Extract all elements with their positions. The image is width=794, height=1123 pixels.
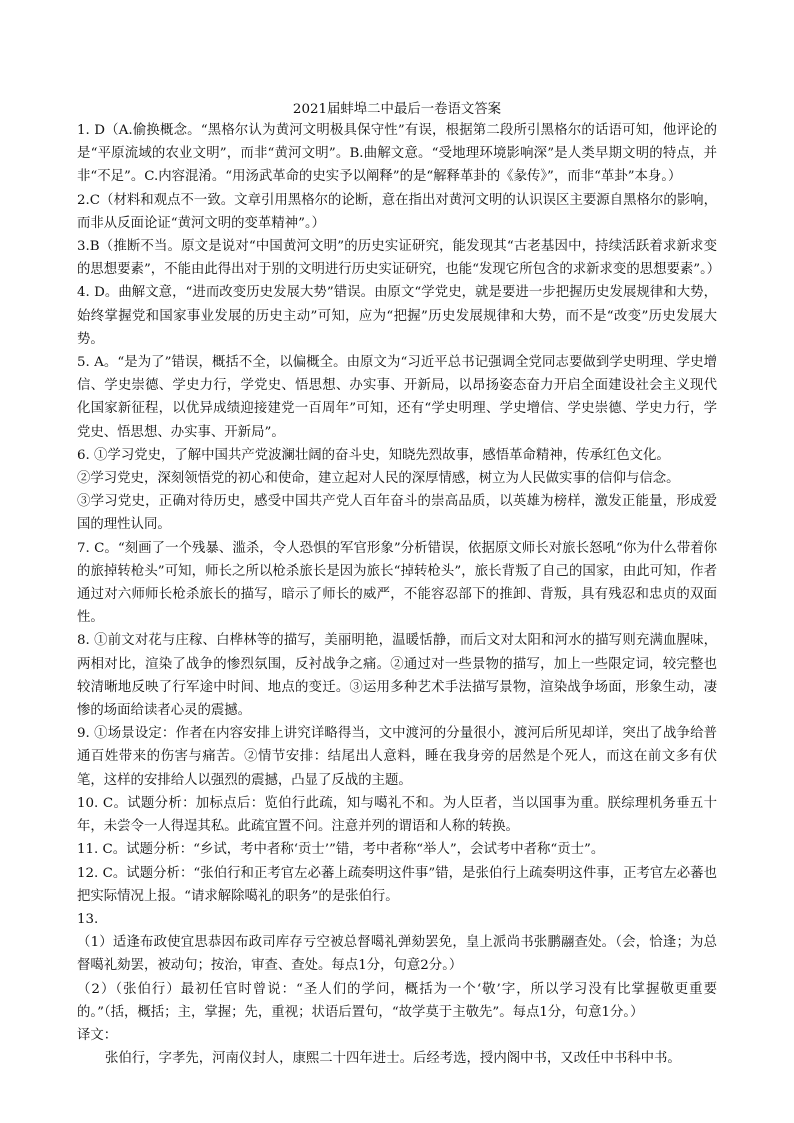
answer-8: 8. ①前文对花与庄稼、白桦林等的描写，美丽明艳，温暖恬静，而后文对太阳和河水的描写则充满血腥味，两相对比，渲染了战争的惨烈氛围，反衬战争之痛。②通过对一些景物的描写，加上一些限定词，较完整也较清晰地反映了行军途中时间、地点的变迁。③运用多种艺术手法描写景物，渲染战争场面，形象生动，凄惨的场面给读者心灵的震撼。 xyxy=(77,633,717,719)
answer-11: 11. C。试题分析：“乡试，考中者称‘贡士’”错，考中者称“举人”，会试考中者称“贡士”。 xyxy=(77,842,605,858)
answer-6-point-2: ②学习党史，深刻领悟党的初心和使命，建立起对人民的深厚情感，树立为人民做实事的信仰与信念。 xyxy=(77,471,680,487)
document-title: 2021届蚌埠二中最后一卷语文答案 xyxy=(292,102,502,117)
answer-13-heading: 13. xyxy=(77,911,99,927)
answer-1: 1. D（A.偷换概念。“黑格尔认为黄河文明极具保守性”有误，根据第二段所引黑格尔的话语可知，他评论的是“平原流域的农业文明”，而非“黄河文明”。B.曲解文意。“受地理环境影响深”是人类早期文明的特点，并非“不足”。C.内容混淆。“用汤武革命的史实予以阐释”的是“解释革卦的《彖传》”，而非“革卦”本身。） xyxy=(77,123,717,185)
translation-text: 张伯行，字孝先，河南仪封人，康熙二十四年进士。后经考选，授内阁中书，又改任中书科中书。 xyxy=(105,1051,681,1067)
answer-2: 2.C（材料和观点不一致。文章引用黑格尔的论断，意在指出对黄河文明的认识误区主要源自黑格尔的影响，而非从反面论证“黄河文明的变革精神”。） xyxy=(77,192,717,231)
answer-6-point-1: 6. ①学习党史，了解中国共产党波澜壮阔的奋斗史，知晓先烈故事，感悟革命精神，传承红色文化。 xyxy=(77,447,670,463)
translation-label: 译文： xyxy=(77,1027,118,1043)
answer-12: 12. C。试题分析：“张伯行和正考官左必蕃上疏奏明这件事”错，是张伯行上疏奏明这件事，正考官左必蕃也把实际情况上报。“请求解除噶礼的职务”的是张伯行。 xyxy=(77,865,717,904)
answer-3: 3.B（推断不当。原文是说对“中国黄河文明”的历史实证研究，能发现其“古老基因中，持续活跃着求新求变的思想要素”，不能由此得出对于别的文明进行历史实证研究，也能“发现它所包含的求新求变的思想要素”。） xyxy=(77,239,721,278)
answer-4: 4. D。曲解文意，“进而改变历史发展大势”错误。由原文“学党史，就是要进一步把握历史发展规律和大势，始终掌握党和国家事业发展的历史主动”可知，应为“把握”历史发展规律和大势，而不是“改变”历史发展大势。 xyxy=(77,285,717,347)
answer-6-point-3: ③学习党史，正确对待历史，感受中国共产党人百年奋斗的崇高品质，以英雄为榜样，激发正能量，形成爱国的理性认同。 xyxy=(77,494,717,533)
answer-9: 9. ①场景设定：作者在内容安排上讲究详略得当，文中渡河的分量很小，渡河后所见却详，突出了战争给普通百姓带来的伤害与痛苦。②情节安排：结尾出人意料，睡在我身旁的居然是个死人，而这在前文多有伏笔，这样的安排给人以强烈的震撼，凸显了反战的主题。 xyxy=(77,726,717,788)
answer-10: 10. C。试题分析：加标点后：览伯行此疏，知与噶礼不和。为人臣者，当以国事为重。朕综理机务垂五十年，未尝令一人得逞其私。此疏宜置不问。注意并列的谓语和人称的转换。 xyxy=(77,795,717,835)
answer-13-part-2: （2）（张伯行）最初任官时曾说：“圣人们的学问，概括为一个‘敬’字，所以学习没有比掌握敬更重要的。”（括，概括；主，掌握；先，重视；状语后置句，“故学莫于主敬先”。每点1分，句意1分。） xyxy=(77,981,717,1020)
answer-7: 7. C。“刻画了一个残暴、滥杀，令人恐惧的军官形象”分析错误，依据原文师长对旅长怒吼“你为什么带着你的旅掉转枪头”可知，师长之所以枪杀旅长是因为旅长“掉转枪头”，旅长背叛了自己的国家，由此可知，作者通过对六师师长枪杀旅长的描写，暗示了师长的威严，不能容忍部下的推卸、背叛，具有残忍和忠贞的双面性。 xyxy=(77,540,717,626)
answer-13-part-1: （1）适逢布政使宜思恭因布政司库存亏空被总督噶礼弹劾罢免，皇上派尚书张鹏翮查处。（会，恰逢；为总督噶礼劾罢，被动句；按治，审查、查处。每点1分，句意2分。） xyxy=(77,935,717,974)
answer-5: 5. A。“是为了”错误，概括不全，以偏概全。由原文为“习近平总书记强调全党同志要做到学史明理、学史增信、学史崇德、学史力行，学党史、悟思想、办实事、开新局，以昂扬姿态奋力开启全面建设社会主义现代化国家新征程，以优异成绩迎接建党一百周年”可知，还有“学史明理、学史增信、学史崇德、学史力行，学党史、悟思想、办实事、开新局”。 xyxy=(77,355,717,440)
answer-body xyxy=(77,119,721,1070)
